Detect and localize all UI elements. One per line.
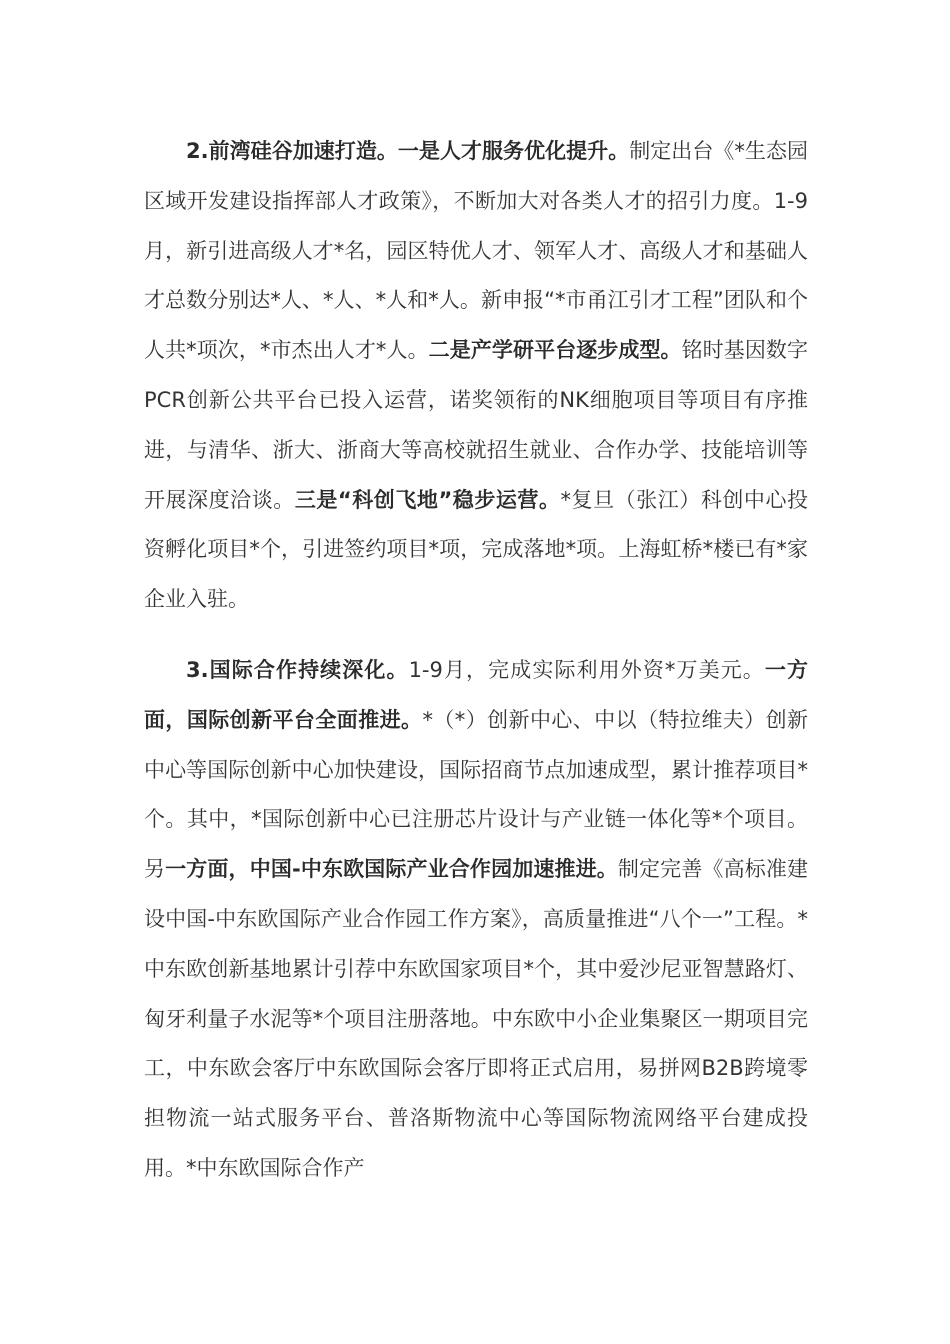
point-heading: 一方面，国际创新平台全面推进。 (144, 658, 809, 732)
body-text: 制定完善《高标准建设中国-中东欧国际产业合作园工作方案》，高质量推进“八个一”工程。*中东欧创新基地累计引荐中东欧国家项目*个，其中爱沙尼亚智慧路灯、匈牙利量子水泥等*个项目注册落地。中东欧中小企业集聚区一期项目完工，中东欧会客厅中东欧国际会客厅即将正式启用，易拼网B2B跨境零担物流一站式服务平台、普洛斯物流中心等国际物流网络平台建成投用。*中东欧国际合作产 (144, 857, 809, 1180)
body-text: *（*）创新中心、中以（特拉维夫）创新中心等国际创新中心加快建设，国际招商节点加速成型，累计推荐项目*个。其中，*国际创新中心已注册芯片设计与产业链一体化等*个项目。另 (144, 707, 809, 882)
section-heading: 2.前湾硅谷加速打造。 (186, 139, 398, 163)
paragraph-international-cooperation (144, 646, 808, 1194)
body-text: *复旦（张江）科创中心投资孵化项目*个，引进签约项目*项，完成落地*项。上海虹桥*楼已有*家企业入驻。 (144, 487, 809, 612)
paragraph-talent-platform (144, 127, 808, 625)
body-text: 制定出台《*生态园区域开发建设指挥部人才政策》，不断加大对各类人才的招引力度。1-9月，新引进高级人才*名，园区特优人才、领军人才、高级人才和基础人才总数分别达*人、*人、*人和*人。新申报“*市甬江引才工程”团队和个人共*项次，*市杰出人才*人。 (144, 139, 808, 363)
point-heading: 一是人才服务优化提升。 (397, 139, 630, 163)
body-text: 铭时基因数字PCR创新公共平台已投入运营，诺奖领衔的NK细胞项目等项目有序推进，与清华、浙大、浙商大等高校就招生就业、合作办学、技能培训等开展深度洽谈。 (144, 338, 808, 512)
point-heading: 一方面，中国-中东欧国际产业合作园加速推进。 (165, 857, 618, 882)
point-heading: 二是产学研平台逐步成型。 (428, 338, 682, 363)
body-text: 1-9月，完成实际利用外资*万美元。 (408, 658, 765, 682)
section-heading: 3.国际合作持续深化。 (186, 658, 409, 682)
point-heading: 三是“科创飞地”稳步运营。 (294, 487, 561, 512)
